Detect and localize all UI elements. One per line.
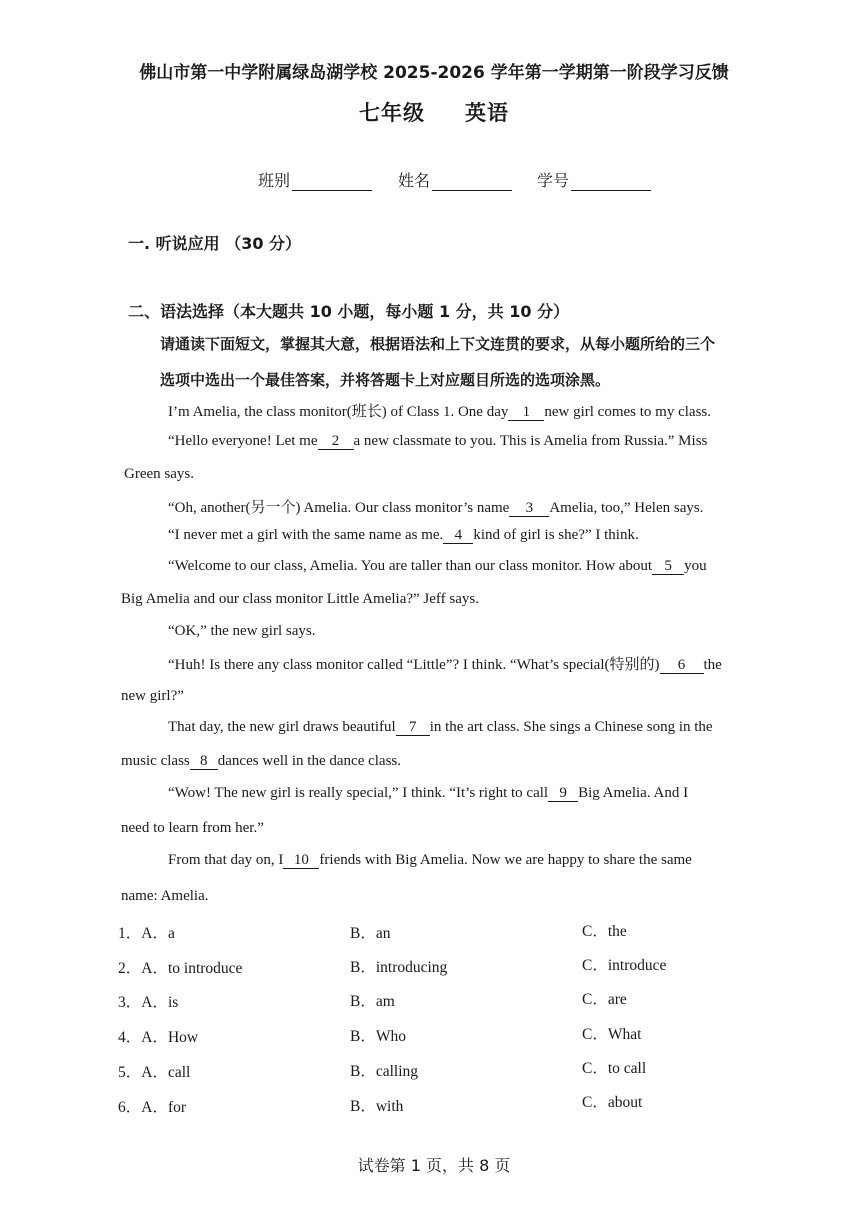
exam-subtitle [0, 97, 868, 127]
option-b: B．introducing [350, 959, 448, 976]
passage-line: “OK,” the new girl says. [168, 623, 316, 639]
blank-8: 8 [190, 754, 218, 770]
passage-line: need to learn from her.” [121, 820, 264, 836]
blank-6: 6 [660, 658, 704, 674]
question-number: 4． [118, 1029, 142, 1046]
name-label: 姓名 [398, 171, 431, 190]
class-label: 班别 [258, 171, 291, 190]
option-c: C．the [582, 923, 627, 940]
option-b: B．Who [350, 1028, 406, 1045]
question-number: 6． [118, 1099, 142, 1116]
section-1-heading: 一. 听说应用 （30 分） [128, 234, 302, 253]
blank-10: 10 [283, 853, 319, 869]
option-c: C．to call [582, 1060, 647, 1077]
passage-line: “Hello everyone! Let me 2 a new classmate to you. This is Amelia from Russia.” Miss [168, 433, 708, 449]
class-field [258, 168, 372, 191]
blank-5: 5 [652, 559, 684, 575]
passage-line: Big Amelia and our class monitor Little Amelia?” Jeff says. [121, 591, 479, 607]
class-blank-line [292, 173, 372, 191]
section-2-heading: 二、语法选择（本大题共 10 小题，每小题 1 分，共 10 分） [128, 302, 570, 321]
instruction-line-1: 请通读下面短文，掌握其大意，根据语法和上下文连贯的要求，从每小题所给的三个 [160, 335, 716, 353]
question-row [118, 1025, 198, 1047]
passage-line: “Welcome to our class, Amelia. You are taller than our class monitor. How about 5 you [168, 558, 707, 574]
option-b: B．with [350, 1098, 404, 1115]
student-id-field [537, 168, 651, 191]
passage-line: “I never met a girl with the same name as me. 4 kind of girl is she?” I think. [168, 527, 639, 543]
page-footer: 试卷第 1 页，共 8 页 [357, 1156, 511, 1175]
passage-line: “Huh! Is there any class monitor called “Little”? I think. “What’s special(特别的) 6 the [168, 657, 722, 673]
blank-9: 9 [548, 786, 578, 802]
option-c: C．about [582, 1094, 643, 1111]
passage-line: That day, the new girl draws beautiful 7 in the art class. She sings a Chinese song in the [168, 719, 713, 735]
grade-label: 七年级 [359, 101, 425, 125]
passage-line: From that day on, I 10 friends with Big Amelia. Now we are happy to share the same [168, 852, 692, 868]
option-a: A．for [141, 1099, 187, 1116]
blank-4: 4 [443, 528, 473, 544]
question-row [118, 956, 242, 978]
question-row [118, 1095, 186, 1117]
blank-2: 2 [318, 434, 354, 450]
option-c: C．are [582, 991, 627, 1008]
option-a: A．How [141, 1029, 199, 1046]
option-c: C．introduce [582, 957, 667, 974]
passage-line: music class 8 dances well in the dance class. [121, 753, 402, 769]
option-b: B．calling [350, 1063, 419, 1080]
exam-title: 佛山市第一中学附属绿岛湖学校 2025-2026 学年第一学期第一阶段学习反馈 [139, 63, 729, 83]
passage-line: “Wow! The new girl is really special,” I think. “It’s right to call 9 Big Amelia. And I [168, 785, 689, 801]
question-number: 1． [118, 925, 142, 942]
question-number: 3． [118, 994, 142, 1011]
blank-3: 3 [509, 501, 549, 517]
subject-label: 英语 [465, 101, 509, 125]
option-c: C．What [582, 1026, 642, 1043]
name-field [398, 168, 512, 191]
option-a: A．to introduce [141, 960, 243, 977]
option-a: A．call [141, 1064, 191, 1081]
question-row [118, 921, 175, 943]
name-blank-line [432, 173, 512, 191]
student-id-blank-line [571, 173, 651, 191]
instruction-line-2: 选项中选出一个最佳答案，并将答题卡上对应题目所选的选项涂黑。 [160, 371, 611, 389]
blank-1: 1 [508, 405, 544, 421]
question-number: 2． [118, 960, 142, 977]
option-a: A．is [141, 994, 179, 1011]
question-row [118, 1060, 190, 1082]
passage-line: new girl?” [121, 688, 184, 704]
passage-line: I’m Amelia, the class monitor(班长) of Class 1. One day 1 new girl comes to my class. [168, 404, 711, 420]
option-a: A．a [141, 925, 175, 942]
student-id-label: 学号 [537, 171, 570, 190]
passage-line: “Oh, another(另一个) Amelia. Our class monitor’s name 3 Amelia, too,” Helen says. [168, 500, 704, 516]
passage-line: name: Amelia. [121, 888, 209, 904]
question-number: 5． [118, 1064, 142, 1081]
option-b: B．am [350, 993, 395, 1010]
question-row [118, 990, 178, 1012]
option-b: B．an [350, 925, 391, 942]
passage-line: Green says. [124, 466, 194, 482]
blank-7: 7 [396, 720, 430, 736]
